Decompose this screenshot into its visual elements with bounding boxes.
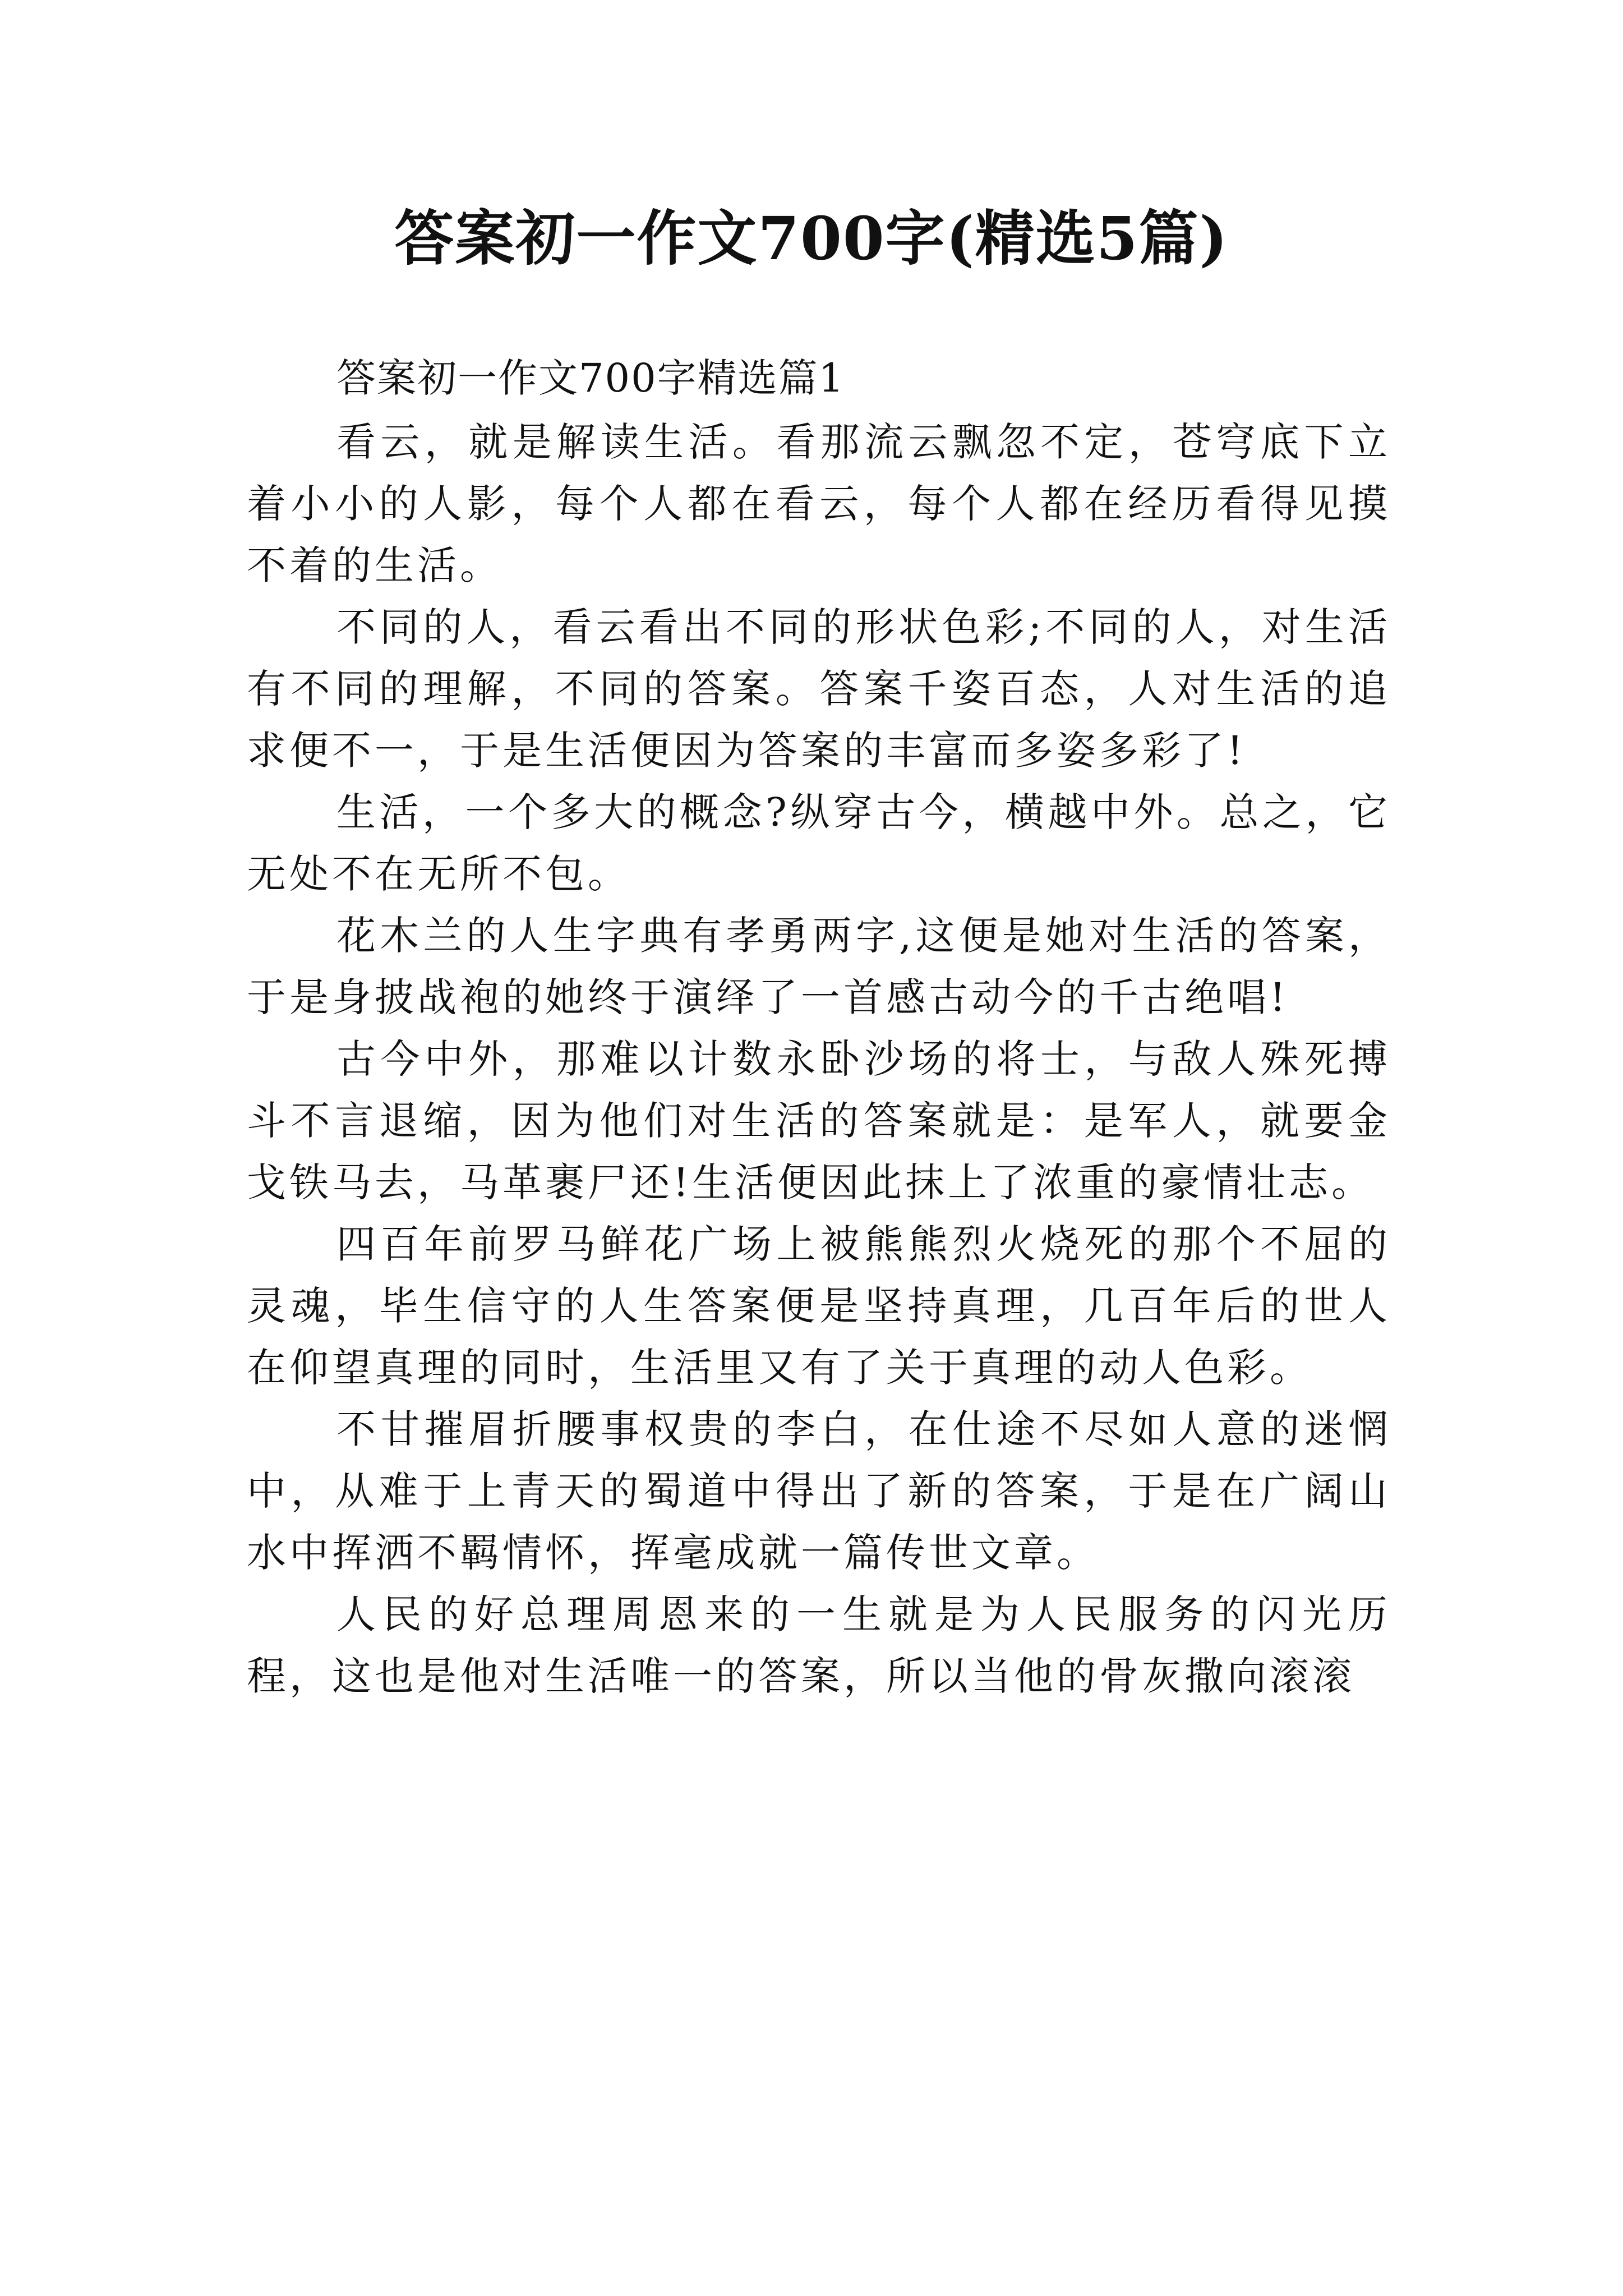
document-title: 答案初一作文700字(精选5篇)	[394, 203, 1229, 273]
paragraph: 不甘摧眉折腰事权贵的李白，在仕途不尽如人意的迷惘中，从难于上青天的蜀道中得出了新的答案，于是在广阔山水中挥洒不羁情怀，挥毫成就一篇传世文章。	[247, 1406, 1391, 1576]
paragraph: 四百年前罗马鲜花广场上被熊熊烈火烧死的那个不屈的灵魂，毕生信守的人生答案便是坚持真理，几百年后的世人在仰望真理的同时，生活里又有了关于真理的动人色彩。	[247, 1221, 1391, 1391]
paragraph: 生活，一个多大的概念?纵穿古今，横越中外。总之，它无处不在无所不包。	[247, 789, 1391, 897]
document-body	[247, 345, 1391, 1707]
section-heading: 答案初一作文700字精选篇1	[336, 355, 845, 401]
paragraph: 不同的人，看云看出不同的形状色彩;不同的人，对生活有不同的理解，不同的答案。答案千姿百态，人对生活的追求便不一，于是生活便因为答案的丰富而多姿多彩了!	[247, 604, 1391, 774]
paragraph: 花木兰的人生字典有孝勇两字,这便是她对生活的答案，于是身披战袍的她终于演绎了一首感古动今的千古绝唱!	[247, 913, 1391, 1020]
paragraph: 人民的好总理周恩来的一生就是为人民服务的闪光历程，这也是他对生活唯一的答案，所以当他的骨灰撒向滚滚	[247, 1591, 1391, 1699]
paragraph: 看云，就是解读生活。看那流云飘忽不定，苍穹底下立着小小的人影，每个人都在看云，每个人都在经历看得见摸不着的生活。	[247, 419, 1391, 588]
paragraph: 古今中外，那难以计数永卧沙场的将士，与敌人殊死搏斗不言退缩，因为他们对生活的答案就是：是军人，就要金戈铁马去，马革裹尸还!生活便因此抹上了浓重的豪情壮志。	[247, 1036, 1391, 1205]
